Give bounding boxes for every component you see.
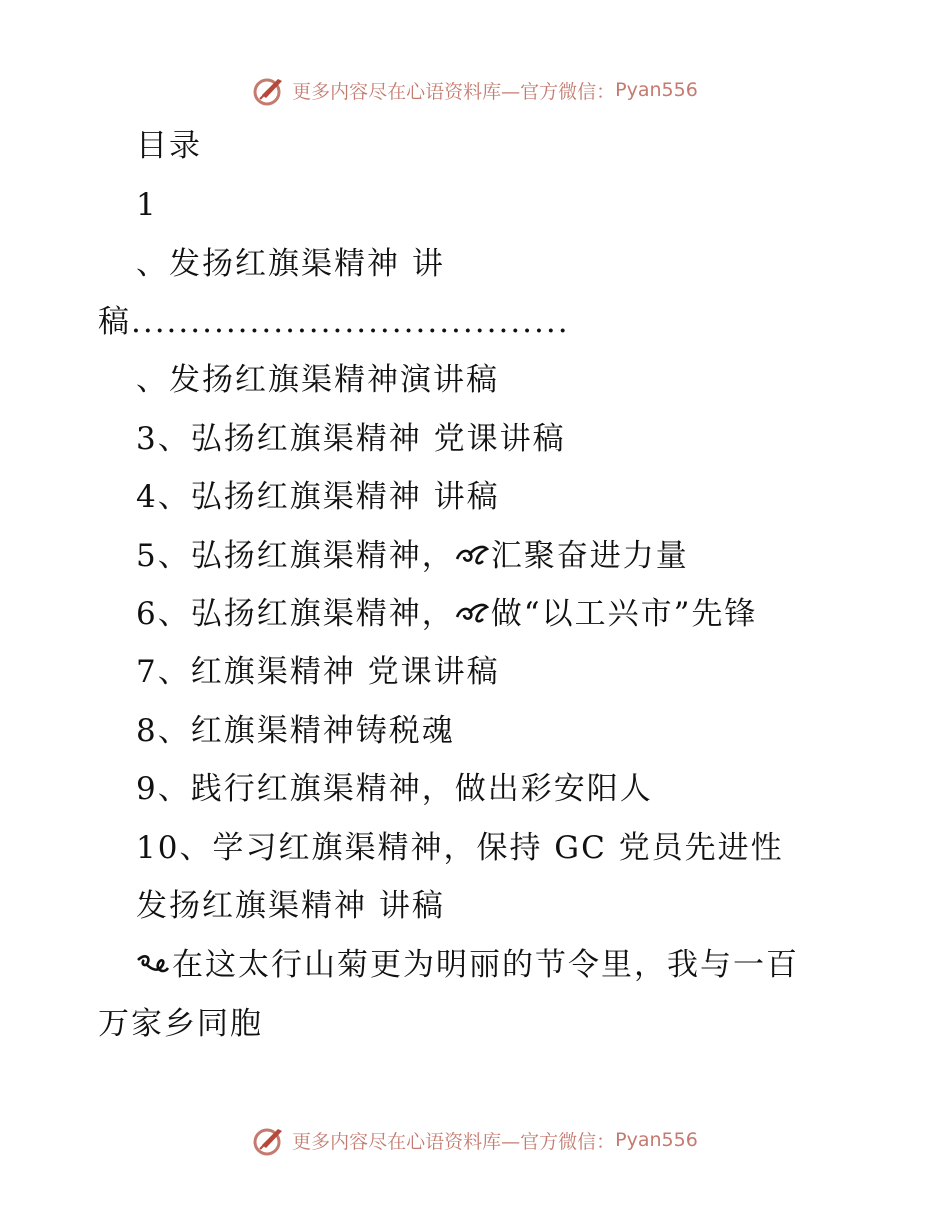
paragraph-line-1 <box>136 945 799 985</box>
toc-item-8: 8、红旗渠精神铸税魂 <box>136 713 455 749</box>
watermark-text: 更多内容尽在心语资料库—官方微信： <box>292 80 616 103</box>
toc-item-10: 10、学习红旗渠精神，保持 GC 党员先进性 <box>136 830 784 866</box>
toc-item-7: 7、红旗渠精神 党课讲稿 <box>136 654 500 690</box>
toc-item-6 <box>136 594 757 634</box>
toc-item-2: 、发扬红旗渠精神演讲稿 <box>136 362 499 398</box>
paragraph-line-2: 万家乡同胞 <box>98 1006 263 1042</box>
toc-item-3: 3、弘扬红旗渠精神 党课讲稿 <box>136 421 566 457</box>
quill-logo-icon <box>252 73 286 107</box>
toc-item-5-prefix: 5、弘扬红旗渠精神， <box>136 538 455 574</box>
speech-title: 发扬红旗渠精神 讲稿 <box>136 888 445 924</box>
paragraph-line-1-text: 在这太行山菊更为明丽的节令里，我与一百 <box>172 947 799 983</box>
toc-item-6-suffix: 做“以工兴市”先锋 <box>490 596 758 632</box>
toc-item-1: 、发扬红旗渠精神 讲 <box>136 246 445 282</box>
header-watermark <box>0 70 950 110</box>
toc-item-5 <box>136 536 689 576</box>
watermark-account: Pyan556 <box>615 79 698 101</box>
toc-item-9: 9、践行红旗渠精神，做出彩安阳人 <box>136 771 653 807</box>
toc-item-4: 4、弘扬红旗渠精神 讲稿 <box>136 479 500 515</box>
toc-item-6-prefix: 6、弘扬红旗渠精神， <box>136 596 455 632</box>
watermark-text: 更多内容尽在心语资料库—官方微信： <box>292 1130 616 1153</box>
toc-number-1: 1 <box>136 187 158 223</box>
toc-item-5-suffix: 汇聚奋进力量 <box>490 538 689 574</box>
quill-logo-icon <box>252 1123 286 1157</box>
footer-watermark <box>0 1120 950 1160</box>
watermark-account: Pyan556 <box>615 1129 698 1151</box>
flourish-ornament-icon <box>455 541 489 569</box>
toc-heading: 目录 <box>136 128 202 164</box>
flourish-ornament-icon <box>136 950 170 978</box>
toc-item-1-continued: 稿..................................... <box>98 304 570 340</box>
flourish-ornament-icon <box>455 599 489 627</box>
